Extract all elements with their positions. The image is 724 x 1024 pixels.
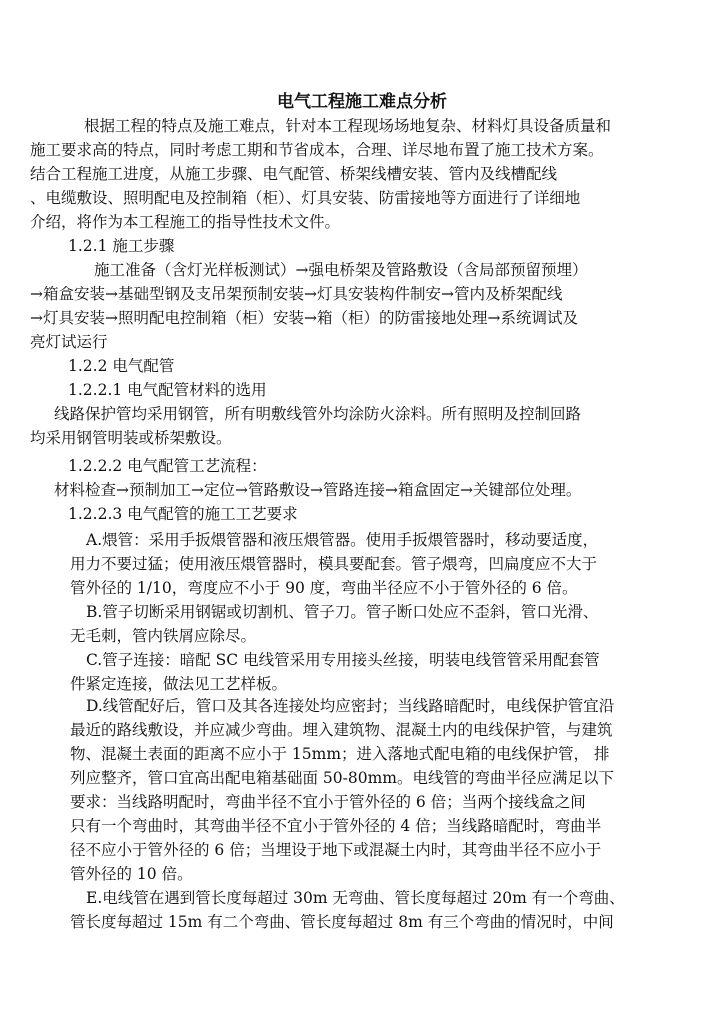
item-a-line: A.煨管：采用手扳煨管器和液压煨管器。使用手扳煨管器时，移动要适度， [86,531,599,549]
item-b-line: B.管子切断采用钢锯或切割机、管子刀。管子断口处应不歪斜，管口光滑、 [86,603,599,621]
requirement-item-a [70,528,598,600]
intro-line: 施工要求高的特点，同时考虑工期和节省成本，合理、详尽地布置了施工技术方案。 [30,141,604,159]
steps-paragraph [30,258,588,354]
process-flow-line: 材料检查→预制加工→定位→管路敷设→管路连接→箱盒固定→关键部位处理。 [54,481,582,499]
steps-line: 施工准备（含灯光样板测试）→强电桥架及管路敷设（含局部预留预埋） [94,261,588,279]
item-e-line: 管长度每超过 15m 有二个弯曲、管长度每超过 8m 有三个弯曲的情况时，中间 [70,913,614,931]
item-d-line: 物、混凝土表面的距离不应小于 15mm；进入落地式配电箱的电线保护管， 排 [70,745,610,763]
item-c-line: C.管子连接：暗配 SC 电线管采用专用接头丝接，明装电线管管采用配套管 [86,651,600,669]
intro-line: 根据工程的特点及施工难点，针对本工程现场场地复杂、材料灯具设备质量和 [84,117,612,135]
requirement-item-d [70,694,614,886]
section-heading-1-2-2-2: 1.2.2.2 电气配管工艺流程： [68,457,267,475]
section-heading-1-2-2: 1.2.2 电气配管 [68,357,175,375]
item-d-line: 列应整齐，管口宜高出配电箱基础面 50-80mm。电线管的弯曲半径应满足以下 [70,769,615,787]
item-e-line: E.电线管在遇到管长度每超过 30m 无弯曲、管长度每超过 20m 有一个弯曲、 [86,889,625,907]
item-a-line: 用力不要过猛；使用液压煨管器时，模具要配套。管子煨弯，凹扁度应不大于 [70,555,598,573]
intro-line: 介绍，将作为本工程施工的指导性技术文件。 [30,213,341,231]
section-heading-1-2-2-1: 1.2.2.1 电气配管材料的选用 [68,381,267,399]
item-d-line: 最近的路线敷设，并应减少弯曲。埋入建筑物、混凝土内的电线保护管，与建筑 [70,721,613,739]
material-paragraph [30,402,581,450]
material-line: 均采用钢管明装或桥架敷设。 [30,429,232,447]
item-d-line: 只有一个弯曲时，其弯曲半径不宜小于管外径的 4 倍；当线路暗配时，弯曲半 [70,817,602,835]
item-c-line: 件紧定连接，做法见工艺样板。 [70,675,288,693]
intro-paragraph [30,114,611,234]
steps-line: 亮灯试运行 [30,333,108,351]
steps-line: →箱盒安装→基础型钢及支吊架预制安装→灯具安装构件制安→管内及桥架配线 [30,285,563,303]
section-heading-1-2-1: 1.2.1 施工步骤 [68,237,175,255]
material-line: 线路保护管均采用钢管，所有明敷线管外均涂防火涂料。所有照明及控制回路 [54,405,582,423]
document-title: 电气工程施工难点分析 [277,92,447,112]
requirement-item-c [70,648,600,696]
section-heading-1-2-2-3: 1.2.2.3 电气配管的施工工艺要求 [68,505,298,523]
item-d-line: D.线管配好后，管口及其各连接处均应密封；当线路暗配时，电线保护管宜沿 [86,697,615,715]
item-d-line: 径不应小于管外径的 6 倍；当埋设于地下或混凝土内时，其弯曲半径不应小于 [70,841,602,859]
intro-line: 、电缆敷设、照明配电及控制箱（柜）、灯具安装、防雷接地等方面进行了详细地 [30,189,581,207]
intro-line: 结合工程施工进度，从施工步骤、电气配管、桥架线槽安装、管内及线槽配线 [30,165,558,183]
requirement-item-b [70,600,598,648]
requirement-item-e [70,886,625,934]
item-a-line: 管外径的 1/10，弯度应不小于 90 度，弯曲半径应不小于管外径的 6 倍。 [70,579,578,597]
item-d-line: 要求：当线路明配时，弯曲半径不宜小于管外径的 6 倍；当两个接线盒之间 [70,793,586,811]
item-d-line: 管外径的 10 倍。 [70,865,193,883]
steps-line: →灯具安装→照明配电控制箱（柜）安装→箱（柜）的防雷接地处理→系统调试及 [30,309,578,327]
item-b-line: 无毛刺，管内铁屑应除尽。 [70,627,257,645]
